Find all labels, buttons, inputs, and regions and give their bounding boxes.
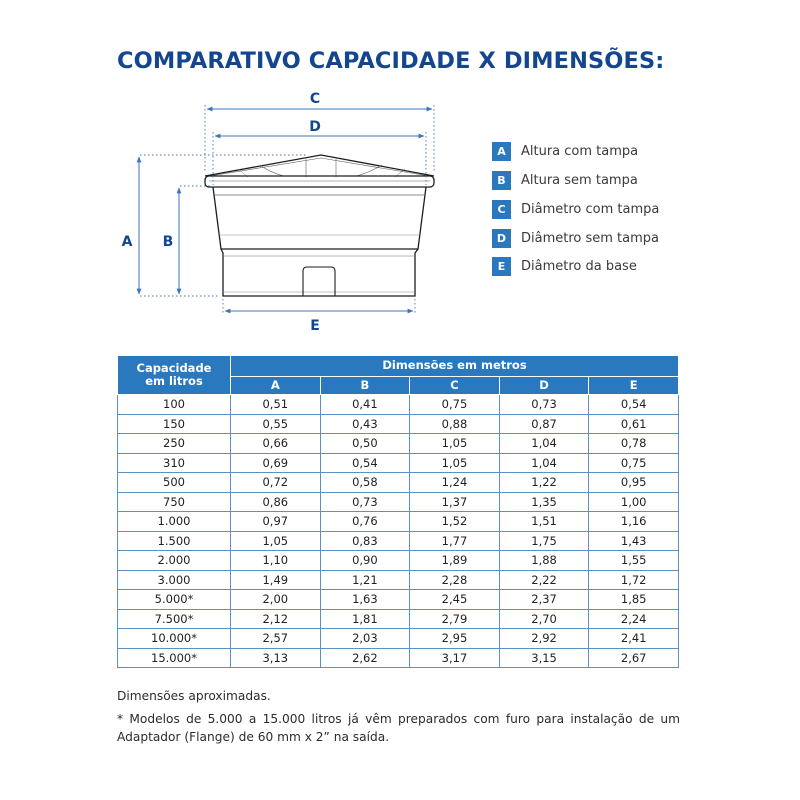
dimension-b-cell: 0,54	[320, 453, 410, 473]
dimension-b-cell: 0,43	[320, 414, 410, 434]
table-body	[118, 395, 679, 668]
capacity-cell: 310	[118, 453, 231, 473]
dimension-b-cell: 2,03	[320, 629, 410, 649]
approximate-dimensions-note: Dimensões aproximadas.	[117, 689, 271, 703]
dimension-e-cell: 0,78	[589, 434, 679, 454]
legend-badge: B	[492, 171, 511, 190]
column-header-c: C	[410, 377, 500, 395]
capacity-cell: 1.500	[118, 531, 231, 551]
dimension-d-cell: 2,22	[499, 570, 589, 590]
dimension-e-cell: 2,41	[589, 629, 679, 649]
dimension-d-cell: 0,87	[499, 414, 589, 434]
dimension-d-cell: 1,04	[499, 434, 589, 454]
dimension-b-cell: 2,62	[320, 648, 410, 668]
dimension-c-cell: 2,45	[410, 590, 500, 610]
legend-item-d	[492, 229, 659, 248]
water-tank-drawing	[205, 155, 434, 296]
dimension-a-cell: 2,12	[231, 609, 321, 629]
dimension-a-cell: 2,00	[231, 590, 321, 610]
table-row	[118, 473, 679, 493]
dimension-e-cell: 1,85	[589, 590, 679, 610]
dimension-a-cell: 1,49	[231, 570, 321, 590]
legend-label: Diâmetro da base	[521, 259, 637, 274]
dimension-label-b: B	[162, 234, 174, 250]
dimension-a-cell: 0,97	[231, 512, 321, 532]
dimension-e-cell: 1,00	[589, 492, 679, 512]
legend-item-b	[492, 171, 638, 190]
legend-label: Diâmetro sem tampa	[521, 231, 660, 246]
dimension-e-cell: 1,55	[589, 551, 679, 571]
capacity-cell: 500	[118, 473, 231, 493]
table-row	[118, 453, 679, 473]
dimension-a-cell: 0,55	[231, 414, 321, 434]
dimension-label-e: E	[310, 318, 320, 334]
dimension-a-cell: 3,13	[231, 648, 321, 668]
dimension-c-cell: 1,24	[410, 473, 500, 493]
table-row	[118, 531, 679, 551]
dimension-e-cell: 0,95	[589, 473, 679, 493]
dimension-c-cell: 1,05	[410, 453, 500, 473]
dimension-b-cell: 0,76	[320, 512, 410, 532]
capacity-cell: 7.500*	[118, 609, 231, 629]
dimension-d-cell: 3,15	[499, 648, 589, 668]
dimension-a-cell: 2,57	[231, 629, 321, 649]
legend-label: Diâmetro com tampa	[521, 202, 660, 217]
table-row	[118, 414, 679, 434]
column-header-a: A	[231, 377, 321, 395]
dimension-label-d: D	[309, 119, 321, 135]
dimension-d-cell: 2,70	[499, 609, 589, 629]
dimension-c-cell: 2,95	[410, 629, 500, 649]
dimension-b-cell: 0,73	[320, 492, 410, 512]
table-row	[118, 434, 679, 454]
page-title: COMPARATIVO CAPACIDADE X DIMENSÕES:	[117, 48, 665, 74]
capacity-cell: 1.000	[118, 512, 231, 532]
dimension-a-cell: 1,10	[231, 551, 321, 571]
column-header-d: D	[499, 377, 589, 395]
dimension-a-cell: 0,86	[231, 492, 321, 512]
legend-label: Altura sem tampa	[521, 173, 638, 188]
dimension-e-cell: 0,54	[589, 395, 679, 415]
table-header-row	[118, 356, 679, 377]
tank-dimension-diagram	[110, 85, 440, 335]
capacity-dimensions-table	[117, 355, 679, 668]
capacity-cell: 750	[118, 492, 231, 512]
models-footnote: * Modelos de 5.000 a 15.000 litros já vêm preparados com furo para instalação de um Adaptador (Flange) de 60 mm x 2” na saída.	[117, 712, 680, 744]
dimension-a-cell: 0,69	[231, 453, 321, 473]
table-row	[118, 570, 679, 590]
capacity-cell: 100	[118, 395, 231, 415]
table-row	[118, 648, 679, 668]
capacity-header-line1: Capacidade	[136, 360, 212, 375]
dimension-d-cell: 1,04	[499, 453, 589, 473]
table-row	[118, 395, 679, 415]
table-row	[118, 512, 679, 532]
dimension-d-cell: 2,37	[499, 590, 589, 610]
legend-label: Altura com tampa	[521, 144, 639, 159]
dimension-d-cell: 0,73	[499, 395, 589, 415]
dimension-b-cell: 0,83	[320, 531, 410, 551]
table-row	[118, 590, 679, 610]
table-row	[118, 609, 679, 629]
dimension-c-cell: 1,37	[410, 492, 500, 512]
capacity-cell: 150	[118, 414, 231, 434]
dimension-a-cell: 0,72	[231, 473, 321, 493]
capacity-cell: 10.000*	[118, 629, 231, 649]
legend-badge: E	[492, 257, 511, 276]
dimension-c-cell: 2,28	[410, 570, 500, 590]
capacity-cell: 2.000	[118, 551, 231, 571]
dimension-d-cell: 1,75	[499, 531, 589, 551]
table-row	[118, 629, 679, 649]
dimension-c-cell: 1,77	[410, 531, 500, 551]
dimensions-group-header: Dimensões em metros	[231, 356, 679, 377]
dimension-a-cell: 0,66	[231, 434, 321, 454]
dimension-c-cell: 0,88	[410, 414, 500, 434]
dimension-d-cell: 1,88	[499, 551, 589, 571]
dimension-c-cell: 2,79	[410, 609, 500, 629]
dimension-c-cell: 3,17	[410, 648, 500, 668]
capacity-cell: 250	[118, 434, 231, 454]
dimension-b-cell: 1,21	[320, 570, 410, 590]
table-row	[118, 492, 679, 512]
legend-item-a	[492, 142, 638, 161]
capacity-cell: 15.000*	[118, 648, 231, 668]
dimension-a-cell: 1,05	[231, 531, 321, 551]
capacity-cell: 5.000*	[118, 590, 231, 610]
dimension-c-cell: 1,52	[410, 512, 500, 532]
dimension-b-cell: 1,81	[320, 609, 410, 629]
capacity-column-header	[118, 356, 231, 395]
dimension-b-cell: 0,41	[320, 395, 410, 415]
dimension-e-cell: 2,24	[589, 609, 679, 629]
dimension-e-cell: 0,61	[589, 414, 679, 434]
dimension-e-cell: 1,16	[589, 512, 679, 532]
dimension-e-cell: 1,72	[589, 570, 679, 590]
dimension-c-cell: 1,89	[410, 551, 500, 571]
column-header-e: E	[589, 377, 679, 395]
dimension-b-cell: 0,90	[320, 551, 410, 571]
dimension-e-cell: 2,67	[589, 648, 679, 668]
dimension-arrows	[139, 109, 432, 311]
dimension-b-cell: 1,63	[320, 590, 410, 610]
legend-badge: C	[492, 200, 511, 219]
dimension-a-cell: 0,51	[231, 395, 321, 415]
dimension-c-cell: 1,05	[410, 434, 500, 454]
legend-item-c	[492, 200, 659, 219]
dimension-d-cell: 1,35	[499, 492, 589, 512]
dimension-label-c: C	[309, 91, 321, 107]
dimension-e-cell: 1,43	[589, 531, 679, 551]
dimension-b-cell: 0,58	[320, 473, 410, 493]
dimension-d-cell: 2,92	[499, 629, 589, 649]
capacity-header-line2: em litros	[145, 374, 203, 388]
legend-item-e	[492, 257, 637, 276]
dimension-d-cell: 1,22	[499, 473, 589, 493]
dimension-e-cell: 0,75	[589, 453, 679, 473]
table-row	[118, 551, 679, 571]
legend-badge: D	[492, 229, 511, 248]
dimension-c-cell: 0,75	[410, 395, 500, 415]
legend-badge: A	[492, 142, 511, 161]
capacity-cell: 3.000	[118, 570, 231, 590]
dimension-d-cell: 1,51	[499, 512, 589, 532]
dimension-b-cell: 0,50	[320, 434, 410, 454]
column-header-b: B	[320, 377, 410, 395]
dimension-label-a: A	[121, 234, 133, 250]
